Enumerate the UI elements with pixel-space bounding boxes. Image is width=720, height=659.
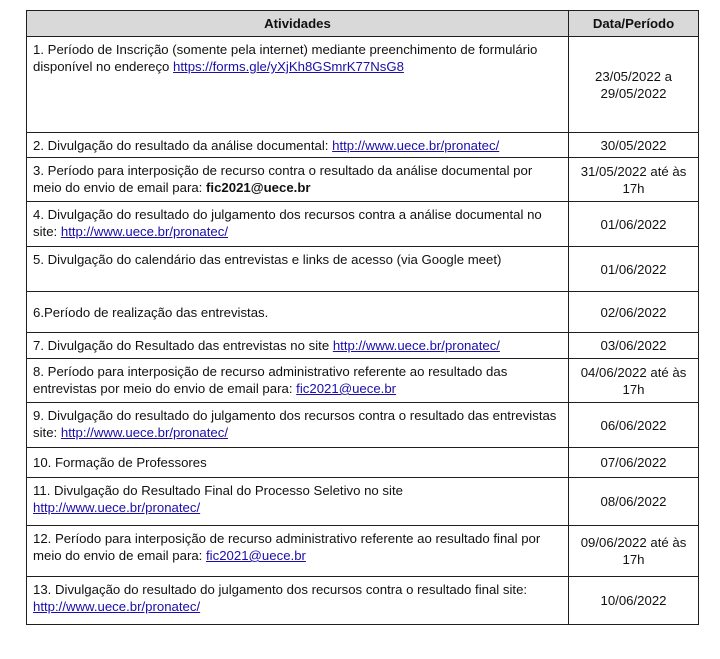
- table-row: [27, 202, 699, 247]
- activity-text: 5. Divulgação do calendário das entrevistas e links de acesso (via Google meet): [33, 252, 502, 267]
- activity-cell: [27, 526, 569, 577]
- header-row: [27, 11, 699, 37]
- activity-text: 6.Período de realização das entrevistas.: [33, 304, 269, 320]
- date-line-2: 17h: [622, 552, 645, 567]
- date-cell: 03/06/2022: [569, 333, 699, 359]
- pronatec-link[interactable]: http://www.uece.br/pronatec/: [33, 500, 201, 515]
- table-row: [27, 133, 699, 158]
- pronatec-link[interactable]: http://www.uece.br/pronatec/: [33, 599, 201, 614]
- table-row: [27, 292, 699, 333]
- pronatec-link[interactable]: http://www.uece.br/pronatec/: [60, 425, 228, 440]
- activity-cell: [27, 448, 569, 478]
- schedule-table: [26, 10, 699, 625]
- header-activities: Atividades: [27, 11, 569, 37]
- activity-cell: [27, 292, 569, 333]
- table-row: [27, 247, 699, 292]
- date-cell: [569, 526, 699, 577]
- activity-text: 13. Divulgação do resultado do julgamento dos recursos contra o resultado final site:: [33, 582, 528, 597]
- activity-text: 11. Divulgação do Resultado Final do Processo Seletivo no site: [33, 483, 403, 498]
- date-cell: 08/06/2022: [569, 478, 699, 526]
- date-cell: 01/06/2022: [569, 202, 699, 247]
- date-line-1: 23/05/2022 a: [594, 68, 672, 84]
- pronatec-link[interactable]: http://www.uece.br/pronatec/: [332, 137, 500, 153]
- activity-cell: [27, 359, 569, 403]
- activity-cell: [27, 202, 569, 247]
- activity-cell: [27, 133, 569, 158]
- email-link[interactable]: fic2021@uece.br: [206, 548, 306, 563]
- pronatec-link[interactable]: http://www.uece.br/pronatec/: [332, 338, 500, 353]
- date-cell: 30/05/2022: [569, 133, 699, 158]
- table-row: [27, 478, 699, 526]
- activity-cell: [27, 577, 569, 625]
- activity-text: 3. Período para interposição de recurso contra o resultado da análise documental por meio do envio de email para:: [33, 163, 533, 195]
- date-cell: 02/06/2022: [569, 292, 699, 333]
- activity-text: 1. Período de Inscrição (somente pela internet) mediante preenchimento de formulário disponível no endereço: [33, 42, 538, 74]
- activity-cell: [27, 37, 569, 133]
- table-row: [27, 403, 699, 448]
- date-cell: [569, 158, 699, 202]
- date-line-1: 09/06/2022 até às: [580, 535, 687, 550]
- pronatec-link[interactable]: http://www.uece.br/pronatec/: [60, 224, 228, 239]
- activity-text: 12. Período para interposição de recurso administrativo referente ao resultado final por meio do envio de email para:: [33, 531, 541, 563]
- activity-text: 10. Formação de Professores: [33, 455, 207, 470]
- activity-cell: [27, 478, 569, 526]
- table-row: [27, 359, 699, 403]
- date-line-2: 17h: [622, 381, 645, 397]
- date-cell: [569, 37, 699, 133]
- activity-cell: [27, 333, 569, 359]
- date-cell: 07/06/2022: [569, 448, 699, 478]
- table-row: [27, 577, 699, 625]
- activity-cell: [27, 403, 569, 448]
- date-line-2: 29/05/2022: [600, 85, 667, 101]
- table-row: [27, 526, 699, 577]
- table-row: [27, 37, 699, 133]
- forms-link[interactable]: https://forms.gle/yXjKh8GSmrK77NsG8: [173, 59, 404, 74]
- activity-text: 9. Divulgação do resultado do julgamento dos recursos contra o resultado das entrevistas site:: [33, 408, 557, 440]
- email-link[interactable]: fic2021@uece.br: [296, 381, 397, 396]
- activity-text: 8. Período para interposição de recurso administrativo referente ao resultado das entrevistas por meio do envio de email para:: [33, 364, 508, 396]
- activity-text: 4. Divulgação do resultado do julgamento dos recursos contra a análise documental no site:: [33, 207, 542, 239]
- table-row: [27, 158, 699, 202]
- table-row: [27, 333, 699, 359]
- activity-cell: [27, 158, 569, 202]
- date-line-1: 31/05/2022 até às: [580, 163, 687, 179]
- date-line-2: 17h: [622, 180, 645, 196]
- date-cell: [569, 359, 699, 403]
- date-cell: 10/06/2022: [569, 577, 699, 625]
- date-line-1: 04/06/2022 até às: [580, 364, 687, 380]
- header-date-period: Data/Período: [569, 11, 699, 37]
- email-address: fic2021@uece.br: [206, 180, 311, 195]
- activity-text: 7. Divulgação do Resultado das entrevistas no site: [33, 338, 333, 353]
- activity-text: 2. Divulgação do resultado da análise documental:: [33, 137, 333, 153]
- activity-cell: [27, 247, 569, 292]
- table-row: [27, 448, 699, 478]
- date-cell: 06/06/2022: [569, 403, 699, 448]
- date-cell: 01/06/2022: [569, 247, 699, 292]
